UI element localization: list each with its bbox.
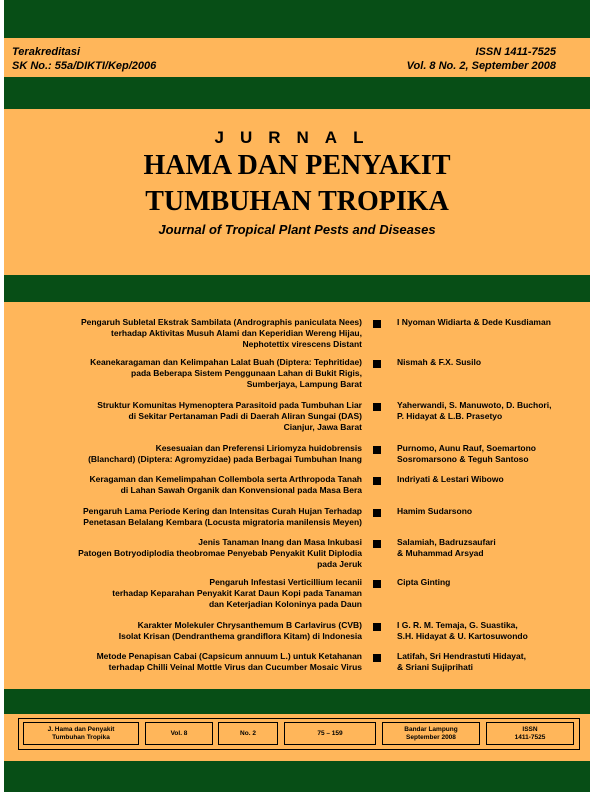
bullet-square-icon [373, 477, 381, 485]
article-title-line: Jenis Tanaman Inang dan Masa Inkubasi [198, 537, 362, 547]
article-title-line: di Sekitar Pertanaman Padi di Daerah Aliran Sungai (DAS) [128, 411, 362, 421]
footer-issn-number: 1411-7525 [514, 733, 546, 741]
footer-volume-text: Vol. 8 [170, 729, 188, 737]
footer-pages [284, 722, 376, 745]
author-line: Sosromarsono & Teguh Santoso [397, 454, 529, 464]
article-title-line: terhadap Keparahan Penyakit Karat Daun Kopi pada Tanaman [112, 588, 362, 598]
footer-number [218, 722, 278, 745]
article-authors [397, 317, 587, 328]
article-title-line: Sumberjaya, Lampung Barat [246, 379, 362, 389]
author-line: & Muhammad Arsyad [397, 548, 484, 558]
journal-label: JURNAL [214, 128, 380, 147]
article-title-line: dan Keterjadian Koloninya pada Daun [208, 599, 362, 609]
article-title [42, 317, 362, 350]
lower-band [4, 689, 590, 714]
article-title-line: pada Beberapa Sistem Penggunaan Lahan di Bukit Rigis, [131, 368, 362, 378]
article-title-line: di Lahan Sawah Organik dan Konvensional pada Masa Bera [120, 485, 362, 495]
author-line: & Sriani Sujiprihati [397, 662, 474, 672]
bullet-square-icon [373, 446, 381, 454]
article-authors [397, 537, 587, 559]
article-title [42, 537, 362, 570]
article-title-line: Struktur Komunitas Hymenoptera Parasitoid pada Tumbuhan Liar [97, 400, 362, 410]
author-line: I G. R. M. Temaja, G. Suastika, [397, 620, 518, 630]
article-authors [397, 443, 587, 465]
bullet-square-icon [373, 580, 381, 588]
accreditation-info [12, 45, 156, 73]
author-line: I Nyoman Widiarta & Dede Kusdiaman [397, 317, 551, 327]
bottom-band [4, 761, 590, 792]
article-title-line: Patogen Botryodiplodia theobromae Penyebab Penyakit Kulit Diplodia [78, 548, 362, 558]
author-line: Purnomo, Aunu Rauf, Soemartono [397, 443, 536, 453]
footer-journal-line: Tumbuhan Tropika [52, 733, 110, 741]
article-title-line: Cianjur, Jawa Barat [283, 422, 362, 432]
article-authors [397, 474, 587, 485]
article-title-line: Nephotettix virescens Distant [242, 339, 362, 349]
article-title-line: Kesesuaian dan Preferensi Liriomyza huidobrensis [155, 443, 362, 453]
article-title-line: Pengaruh Lama Periode Kering dan Intensitas Curah Hujan Terhadap [83, 506, 362, 516]
author-line: Latifah, Sri Hendrastuti Hidayat, [397, 651, 526, 661]
citation-footer [18, 718, 580, 750]
footer-number-text: No. 2 [240, 729, 256, 737]
article-title-line: Pengaruh Infestasi Verticillium lecanii [209, 577, 362, 587]
bullet-square-icon [373, 360, 381, 368]
footer-volume [145, 722, 213, 745]
author-line: Salamiah, Badruzsaufari [397, 537, 496, 547]
middle-band [4, 275, 590, 302]
article-title-line: Karakter Molekuler Chrysanthemum B Carlavirus (CVB) [137, 620, 362, 630]
article-title [42, 357, 362, 390]
issn-number: ISSN 1411-7525 [475, 46, 556, 58]
article-authors [397, 651, 587, 673]
author-line: Yaherwandi, S. Manuwoto, D. Buchori, [397, 400, 552, 410]
article-authors [397, 506, 587, 517]
volume-number: Vol. 8 No. 2, September 2008 [406, 60, 556, 72]
article-authors [397, 620, 587, 642]
article-title [42, 474, 362, 496]
journal-title-line-1: HAMA DAN PENYAKIT [143, 150, 451, 181]
author-line: Hamim Sudarsono [397, 506, 473, 516]
article-title [42, 443, 362, 465]
article-title [42, 400, 362, 433]
article-title-line: (Blanchard) (Diptera: Agromyzidae) pada Berbagai Tumbuhan Inang [88, 454, 362, 464]
article-title [42, 620, 362, 642]
issue-info [407, 45, 556, 73]
article-authors [397, 400, 587, 422]
footer-place-date [382, 722, 480, 745]
author-line: S.H. Hidayat & U. Kartosuwondo [397, 631, 528, 641]
footer-journal-abbrev [23, 722, 139, 745]
bullet-square-icon [373, 654, 381, 662]
article-title-line: Keanekaragaman dan Kelimpahan Lalat Buah (Diptera: Tephritidae) [90, 357, 362, 367]
author-line: Indriyati & Lestari Wibowo [397, 474, 504, 484]
accreditation-label: Terakreditasi [12, 46, 81, 58]
footer-pages-text: 75 – 159 [317, 729, 343, 737]
article-title-line: Metode Penapisan Cabai (Capsicum annuum L.) untuk Ketahanan [96, 651, 362, 661]
top-band [4, 0, 590, 38]
footer-place: Bandar Lampung [404, 725, 458, 733]
article-title [42, 506, 362, 528]
article-title-line: terhadap Chilli Veinal Mottle Virus dan Cucumber Mosaic Virus [108, 662, 362, 672]
footer-journal-line: J. Hama dan Penyakit [47, 725, 115, 733]
sk-number: SK No.: 55a/DIKTI/Kep/2006 [12, 60, 157, 72]
journal-cover [4, 0, 590, 792]
article-authors [397, 357, 587, 368]
author-line: Nismah & F.X. Susilo [397, 357, 482, 367]
article-title [42, 577, 362, 610]
article-authors [397, 577, 587, 588]
bullet-square-icon [373, 623, 381, 631]
journal-subtitle: Journal of Tropical Plant Pests and Diseases [158, 222, 436, 237]
article-title-line: Isolat Krisan (Dendranthema grandiflora Kitam) di Indonesia [118, 631, 362, 641]
bullet-square-icon [373, 320, 381, 328]
article-title-line: Penetasan Belalang Kembara (Locusta migratoria manilensis Meyen) [83, 517, 362, 527]
author-line: P. Hidayat & L.B. Prasetyo [397, 411, 503, 421]
author-line: Cipta Ginting [397, 577, 451, 587]
bullet-square-icon [373, 540, 381, 548]
upper-band [4, 77, 590, 109]
article-title-line: pada Jeruk [317, 559, 362, 569]
article-title [42, 651, 362, 673]
article-title-line: Pengaruh Subletal Ekstrak Sambilata (Andrographis paniculata Nees) [80, 317, 362, 327]
footer-issn-label: ISSN [522, 725, 538, 733]
journal-title-line-2: TUMBUHAN TROPIKA [145, 186, 449, 217]
article-title-line: Keragaman dan Kemelimpahan Collembola serta Arthropoda Tanah [89, 474, 362, 484]
article-title-line: terhadap Aktivitas Musuh Alami dan Keperidian Wereng Hijau, [111, 328, 362, 338]
bullet-square-icon [373, 509, 381, 517]
footer-issn [486, 722, 574, 745]
footer-date: September 2008 [406, 733, 456, 741]
bullet-square-icon [373, 403, 381, 411]
